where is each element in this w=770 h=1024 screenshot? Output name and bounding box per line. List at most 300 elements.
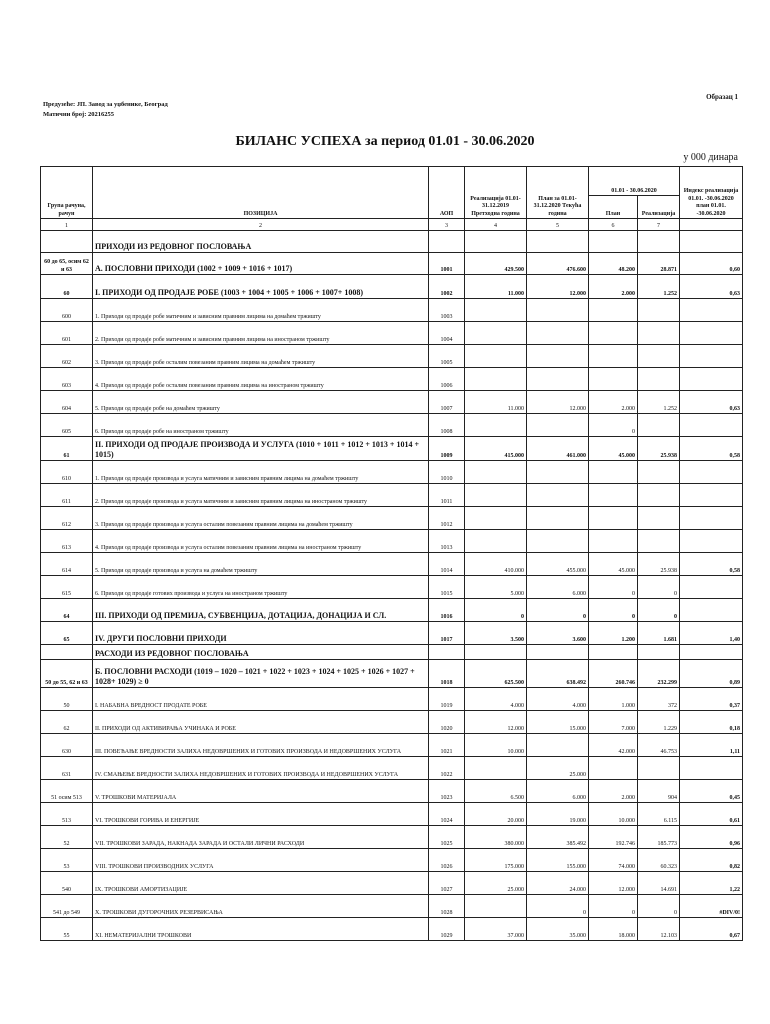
period-realization-cell: 1.252 (638, 391, 680, 414)
plan-year-cell (527, 299, 589, 322)
position-cell: 2. Приходи од продаје производа и услуга матичним и зависним правним лицима на иностраном тржишту (93, 484, 429, 507)
period-plan-cell: 0 (589, 414, 638, 437)
index-cell (680, 461, 743, 484)
plan-year-cell: 6.000 (527, 576, 589, 599)
period-realization-cell: 232.299 (638, 660, 680, 688)
period-realization-cell: 46.753 (638, 734, 680, 757)
position-cell: VII. ТРОШКОВИ ЗАРАДА, НАКНАДА ЗАРАДА И ОСТАЛИ ЛИЧНИ РАСХОДИ (93, 826, 429, 849)
table-row (41, 688, 743, 711)
plan-year-cell (527, 461, 589, 484)
prev-realization-cell (465, 461, 527, 484)
position-cell: I. НАБАВНА ВРЕДНОСТ ПРОДАТЕ РОБЕ (93, 688, 429, 711)
prev-realization-cell (465, 299, 527, 322)
prev-realization-cell: 429.500 (465, 253, 527, 275)
account-group-cell: 541 до 549 (41, 895, 93, 918)
account-group-cell: 601 (41, 322, 93, 345)
period-plan-cell (589, 507, 638, 530)
table-body (41, 231, 743, 941)
period-plan-cell: 18.000 (589, 918, 638, 941)
report-title: БИЛАНС УСПЕХА за период 01.01 - 30.06.2020 (235, 134, 535, 149)
position-cell: II. ПРИХОДИ ОД АКТИВИРАЊА УЧИНАКА И РОБЕ (93, 711, 429, 734)
prev-realization-cell: 625.500 (465, 660, 527, 688)
aop-cell: 1029 (429, 918, 465, 941)
prev-realization-cell: 10.000 (465, 734, 527, 757)
index-cell: 0,63 (680, 275, 743, 299)
table-row (41, 322, 743, 345)
table-row (41, 484, 743, 507)
plan-year-cell (527, 507, 589, 530)
plan-year-cell: 15.000 (527, 711, 589, 734)
index-cell: 1,22 (680, 872, 743, 895)
period-plan-cell (589, 231, 638, 253)
plan-year-cell: 155.000 (527, 849, 589, 872)
account-group-cell: 605 (41, 414, 93, 437)
table-row (41, 461, 743, 484)
period-realization-cell: 28.871 (638, 253, 680, 275)
period-plan-cell: 45.000 (589, 553, 638, 576)
aop-cell: 1027 (429, 872, 465, 895)
plan-year-cell (527, 231, 589, 253)
aop-cell: 1012 (429, 507, 465, 530)
plan-year-cell (527, 484, 589, 507)
account-group-cell: 53 (41, 849, 93, 872)
period-realization-cell: 25.938 (638, 553, 680, 576)
position-cell: 2. Приходи од продаје робе матичним и зависним правним лицима на иностраном тржишту (93, 322, 429, 345)
aop-cell: 1001 (429, 253, 465, 275)
aop-cell: 1028 (429, 895, 465, 918)
prev-realization-cell (465, 231, 527, 253)
index-cell: 0,61 (680, 803, 743, 826)
header-position: ПОЗИЦИЈА (93, 167, 429, 219)
table-row (41, 368, 743, 391)
period-plan-cell: 1.000 (589, 688, 638, 711)
period-plan-cell (589, 530, 638, 553)
prev-realization-cell: 20.000 (465, 803, 527, 826)
table-row (41, 780, 743, 803)
account-group-cell: 61 (41, 437, 93, 461)
header-plan: План (589, 196, 638, 219)
prev-realization-cell (465, 895, 527, 918)
position-cell: VI. ТРОШКОВИ ГОРИВА И ЕНЕРГИЈЕ (93, 803, 429, 826)
aop-cell: 1006 (429, 368, 465, 391)
index-cell (680, 599, 743, 622)
index-cell (680, 757, 743, 780)
table-row (41, 345, 743, 368)
table-row (41, 576, 743, 599)
aop-cell: 1014 (429, 553, 465, 576)
account-group-cell: 630 (41, 734, 93, 757)
position-cell: IV. ДРУГИ ПОСЛОВНИ ПРИХОДИ (93, 622, 429, 645)
position-cell: РАСХОДИ ИЗ РЕДОВНОГ ПОСЛОВАЊА (93, 645, 429, 660)
position-cell: II. ПРИХОДИ ОД ПРОДАЈЕ ПРОИЗВОДА И УСЛУГА (1010 + 1011 + 1012 + 1013 + 1014 + 1015) (93, 437, 429, 461)
prev-realization-cell: 5.000 (465, 576, 527, 599)
position-cell: IX. ТРОШКОВИ АМОРТИЗАЦИЈЕ (93, 872, 429, 895)
table-row (41, 803, 743, 826)
table-row (41, 599, 743, 622)
aop-cell: 1002 (429, 275, 465, 299)
position-cell: 3. Приходи од продаје производа и услуга осталим повезаним правним лицима на домаћем тржишту (93, 507, 429, 530)
account-group-cell: 65 (41, 622, 93, 645)
period-plan-cell (589, 484, 638, 507)
plan-year-cell: 461.000 (527, 437, 589, 461)
plan-year-cell: 6.000 (527, 780, 589, 803)
col-number: 4 (465, 219, 527, 231)
table-row (41, 231, 743, 253)
plan-year-cell: 638.492 (527, 660, 589, 688)
plan-year-cell (527, 734, 589, 757)
plan-year-cell: 476.600 (527, 253, 589, 275)
period-realization-cell (638, 299, 680, 322)
position-cell: IV. СМАЊЕЊЕ ВРЕДНОСТИ ЗАЛИХА НЕДОВРШЕНИХ И ГОТОВИХ ПРОИЗВОДА И НЕДОВРШЕНИХ УСЛУГА (93, 757, 429, 780)
prev-realization-cell: 410.000 (465, 553, 527, 576)
index-cell (680, 299, 743, 322)
period-plan-cell: 2.000 (589, 391, 638, 414)
account-group-cell: 62 (41, 711, 93, 734)
period-realization-cell: 0 (638, 599, 680, 622)
index-cell (680, 231, 743, 253)
period-plan-cell (589, 368, 638, 391)
aop-cell: 1026 (429, 849, 465, 872)
col-number: 6 (589, 219, 638, 231)
account-group-cell: 60 до 65, осим 62 и 63 (41, 253, 93, 275)
position-cell: 6. Приходи од продаје робе на иностраном тржишту (93, 414, 429, 437)
aop-cell: 1023 (429, 780, 465, 803)
period-plan-cell: 7.000 (589, 711, 638, 734)
header-period: 01.01 - 30.06.2020 (589, 167, 680, 196)
account-group-cell: 603 (41, 368, 93, 391)
period-plan-cell: 260.746 (589, 660, 638, 688)
index-cell: 0,89 (680, 660, 743, 688)
period-plan-cell: 2.000 (589, 780, 638, 803)
plan-year-cell: 12.000 (527, 391, 589, 414)
aop-cell: 1016 (429, 599, 465, 622)
index-cell: 0,96 (680, 826, 743, 849)
company-line: Предузеће: ЈП. Завод за уџбенике, Београд (43, 101, 168, 108)
position-cell: 5. Приходи од продаје робе на домаћем тржишту (93, 391, 429, 414)
position-cell: V. ТРОШКОВИ МАТЕРИЈАЛА (93, 780, 429, 803)
table-row (41, 757, 743, 780)
col-number: 1 (41, 219, 93, 231)
position-cell: XI. НЕМАТЕРИЈАЛНИ ТРОШКОВИ (93, 918, 429, 941)
account-group-cell: 614 (41, 553, 93, 576)
index-cell: 1,40 (680, 622, 743, 645)
period-plan-cell (589, 757, 638, 780)
plan-year-cell (527, 645, 589, 660)
account-group-cell: 602 (41, 345, 93, 368)
period-realization-cell (638, 322, 680, 345)
index-cell (680, 576, 743, 599)
index-cell: 0,67 (680, 918, 743, 941)
table-row (41, 299, 743, 322)
aop-cell: 1020 (429, 711, 465, 734)
col-number: 3 (429, 219, 465, 231)
period-plan-cell: 0 (589, 895, 638, 918)
period-realization-cell (638, 645, 680, 660)
id-number-line: Матични број: 20216255 (43, 111, 115, 118)
plan-year-cell: 385.492 (527, 826, 589, 849)
aop-cell: 1015 (429, 576, 465, 599)
prev-realization-cell: 6.500 (465, 780, 527, 803)
index-cell (680, 414, 743, 437)
account-group-cell: 52 (41, 826, 93, 849)
position-cell: 6. Приходи од продаје готових производа и услуга на иностраном тржишту (93, 576, 429, 599)
period-realization-cell: 6.115 (638, 803, 680, 826)
prev-realization-cell (465, 530, 527, 553)
position-cell: А. ПОСЛОВНИ ПРИХОДИ (1002 + 1009 + 1016 + 1017) (93, 253, 429, 275)
table-row (41, 622, 743, 645)
plan-year-cell (527, 414, 589, 437)
period-realization-cell: 25.938 (638, 437, 680, 461)
period-plan-cell: 48.200 (589, 253, 638, 275)
plan-year-cell: 35.000 (527, 918, 589, 941)
plan-year-cell: 455.000 (527, 553, 589, 576)
plan-year-cell (527, 368, 589, 391)
index-cell (680, 345, 743, 368)
table-row (41, 275, 743, 299)
aop-cell: 1003 (429, 299, 465, 322)
period-plan-cell (589, 645, 638, 660)
prev-realization-cell: 415.000 (465, 437, 527, 461)
index-cell (680, 530, 743, 553)
prev-realization-cell (465, 484, 527, 507)
aop-cell: 1008 (429, 414, 465, 437)
index-cell: #DIV/0! (680, 895, 743, 918)
table-row (41, 391, 743, 414)
position-cell: 1. Приходи од продаје производа и услуга матичним и зависним правним лицима на домаћем тржишту (93, 461, 429, 484)
plan-year-cell: 0 (527, 599, 589, 622)
account-group-cell: 60 (41, 275, 93, 299)
period-realization-cell: 12.103 (638, 918, 680, 941)
table-row (41, 507, 743, 530)
period-realization-cell (638, 368, 680, 391)
header-prev-realization: Реализација 01.01-31.12.2019 Претходна година (465, 167, 527, 219)
table-row (41, 414, 743, 437)
aop-cell: 1019 (429, 688, 465, 711)
position-cell: VIII. ТРОШКОВИ ПРОИЗВОДНИХ УСЛУГА (93, 849, 429, 872)
account-group-cell: 55 (41, 918, 93, 941)
prev-realization-cell: 12.000 (465, 711, 527, 734)
period-realization-cell (638, 507, 680, 530)
period-realization-cell (638, 530, 680, 553)
prev-realization-cell (465, 645, 527, 660)
position-cell: III. ПРИХОДИ ОД ПРЕМИЈА, СУБВЕНЦИЈА, ДОТАЦИЈА, ДОНАЦИЈА И СЛ. (93, 599, 429, 622)
table-row (41, 711, 743, 734)
index-cell: 0,45 (680, 780, 743, 803)
prev-realization-cell: 3.500 (465, 622, 527, 645)
account-group-cell: 51 осим 513 (41, 780, 93, 803)
account-group-cell: 64 (41, 599, 93, 622)
aop-cell: 1025 (429, 826, 465, 849)
prev-realization-cell: 4.000 (465, 688, 527, 711)
period-realization-cell (638, 757, 680, 780)
position-cell: ПРИХОДИ ИЗ РЕДОВНОГ ПОСЛОВАЊА (93, 231, 429, 253)
account-group-cell: 631 (41, 757, 93, 780)
aop-cell: 1018 (429, 660, 465, 688)
period-plan-cell: 42.000 (589, 734, 638, 757)
period-realization-cell: 60.323 (638, 849, 680, 872)
index-cell (680, 507, 743, 530)
header-plan-year: План за 01.01-31.12.2020 Текућа година (527, 167, 589, 219)
plan-year-cell: 0 (527, 895, 589, 918)
account-group-cell (41, 645, 93, 660)
table-row (41, 918, 743, 941)
period-realization-cell (638, 345, 680, 368)
aop-cell (429, 231, 465, 253)
period-plan-cell: 45.000 (589, 437, 638, 461)
plan-year-cell (527, 345, 589, 368)
table-row (41, 826, 743, 849)
prev-realization-cell: 11.000 (465, 391, 527, 414)
period-plan-cell: 0 (589, 576, 638, 599)
position-cell: 4. Приходи од продаје производа и услуга осталим повезаним правним лицима на иностраном тржишту (93, 530, 429, 553)
period-plan-cell (589, 461, 638, 484)
header-index: Индекс реализација 01.01. -30.06.2020 план 01.01. -30.06.2020 (680, 167, 743, 219)
prev-realization-cell: 380.000 (465, 826, 527, 849)
period-plan-cell: 12.000 (589, 872, 638, 895)
aop-cell: 1024 (429, 803, 465, 826)
period-plan-cell: 0 (589, 599, 638, 622)
aop-cell: 1021 (429, 734, 465, 757)
plan-year-cell (527, 530, 589, 553)
period-plan-cell: 192.746 (589, 826, 638, 849)
col-number: 5 (527, 219, 589, 231)
table-row (41, 872, 743, 895)
period-realization-cell: 14.691 (638, 872, 680, 895)
table-row (41, 645, 743, 660)
plan-year-cell: 24.000 (527, 872, 589, 895)
aop-cell: 1011 (429, 484, 465, 507)
period-realization-cell: 904 (638, 780, 680, 803)
index-cell: 1,11 (680, 734, 743, 757)
index-cell: 0,63 (680, 391, 743, 414)
plan-year-cell: 4.000 (527, 688, 589, 711)
table-row (41, 660, 743, 688)
position-cell: 3. Приходи од продаје робе осталим повезаним правним лицима на домаћем тржишту (93, 345, 429, 368)
aop-cell: 1005 (429, 345, 465, 368)
plan-year-cell: 12.000 (527, 275, 589, 299)
prev-realization-cell (465, 414, 527, 437)
prev-realization-cell: 37.000 (465, 918, 527, 941)
account-group-cell: 613 (41, 530, 93, 553)
position-cell: III. ПОВЕЋАЊЕ ВРЕДНОСТИ ЗАЛИХА НЕДОВРШЕНИХ И ГОТОВИХ ПРОИЗВОДА И НЕДОВРШЕНИХ УСЛУГА (93, 734, 429, 757)
form-label: Образац 1 (706, 93, 738, 101)
col-number: 7 (638, 219, 680, 231)
index-cell: 0,60 (680, 253, 743, 275)
col-number (680, 219, 743, 231)
prev-realization-cell: 175.000 (465, 849, 527, 872)
aop-cell (429, 645, 465, 660)
col-number: 2 (93, 219, 429, 231)
period-realization-cell: 1.252 (638, 275, 680, 299)
income-statement-table (40, 166, 743, 941)
account-group-cell: 600 (41, 299, 93, 322)
position-cell: X. ТРОШКОВИ ДУГОРОЧНИХ РЕЗЕРВИСАЊА (93, 895, 429, 918)
position-cell: I. ПРИХОДИ ОД ПРОДАЈЕ РОБЕ (1003 + 1004 + 1005 + 1006 + 1007+ 1008) (93, 275, 429, 299)
period-realization-cell: 185.773 (638, 826, 680, 849)
index-cell (680, 645, 743, 660)
account-group-cell: 50 (41, 688, 93, 711)
period-plan-cell: 2.000 (589, 275, 638, 299)
plan-year-cell (527, 322, 589, 345)
period-realization-cell (638, 461, 680, 484)
position-cell: 1. Приходи од продаје робе матичним и зависним правним лицима на домаћем тржишту (93, 299, 429, 322)
period-plan-cell (589, 299, 638, 322)
prev-realization-cell (465, 368, 527, 391)
table-row (41, 553, 743, 576)
aop-cell: 1022 (429, 757, 465, 780)
position-cell: 4. Приходи од продаје робе осталим повезаним правним лицима на иностраном тржишту (93, 368, 429, 391)
position-cell: 5. Приходи од продаје производа и услуга на домаћем тржишту (93, 553, 429, 576)
table-row (41, 849, 743, 872)
index-cell: 0,37 (680, 688, 743, 711)
prev-realization-cell: 0 (465, 599, 527, 622)
period-realization-cell (638, 414, 680, 437)
aop-cell: 1007 (429, 391, 465, 414)
unit-label: у 000 динара (683, 152, 738, 163)
aop-cell: 1010 (429, 461, 465, 484)
account-group-cell: 610 (41, 461, 93, 484)
header-group: Група рачуна, рачун (41, 167, 93, 219)
plan-year-cell: 19.000 (527, 803, 589, 826)
index-cell: 0,18 (680, 711, 743, 734)
period-realization-cell (638, 231, 680, 253)
aop-cell: 1017 (429, 622, 465, 645)
prev-realization-cell (465, 345, 527, 368)
index-cell (680, 322, 743, 345)
account-group-cell: 540 (41, 872, 93, 895)
period-realization-cell: 1.229 (638, 711, 680, 734)
aop-cell: 1004 (429, 322, 465, 345)
header-realization: Реализација (638, 196, 680, 219)
aop-cell: 1013 (429, 530, 465, 553)
period-plan-cell: 10.000 (589, 803, 638, 826)
period-realization-cell: 0 (638, 895, 680, 918)
period-realization-cell: 0 (638, 576, 680, 599)
period-realization-cell (638, 484, 680, 507)
index-cell: 0,58 (680, 437, 743, 461)
index-cell (680, 368, 743, 391)
table-row (41, 253, 743, 275)
account-group-cell: 604 (41, 391, 93, 414)
table-row (41, 530, 743, 553)
account-group-cell: 611 (41, 484, 93, 507)
account-group-cell: 615 (41, 576, 93, 599)
prev-realization-cell (465, 757, 527, 780)
plan-year-cell: 25.000 (527, 757, 589, 780)
period-realization-cell: 1.681 (638, 622, 680, 645)
index-cell: 0,58 (680, 553, 743, 576)
period-plan-cell (589, 345, 638, 368)
aop-cell: 1009 (429, 437, 465, 461)
index-cell (680, 484, 743, 507)
table-row (41, 437, 743, 461)
prev-realization-cell: 25.000 (465, 872, 527, 895)
account-group-cell: 513 (41, 803, 93, 826)
account-group-cell: 612 (41, 507, 93, 530)
prev-realization-cell: 11.000 (465, 275, 527, 299)
account-group-cell: 50 до 55, 62 и 63 (41, 660, 93, 688)
prev-realization-cell (465, 322, 527, 345)
table-row (41, 734, 743, 757)
index-cell: 0,82 (680, 849, 743, 872)
position-cell: Б. ПОСЛОВНИ РАСХОДИ (1019 – 1020 – 1021 + 1022 + 1023 + 1024 + 1025 + 1026 + 1027 + 1028+ 1029) ≥ 0 (93, 660, 429, 688)
period-plan-cell: 74.000 (589, 849, 638, 872)
header-aop: АОП (429, 167, 465, 219)
table-row (41, 895, 743, 918)
period-plan-cell (589, 322, 638, 345)
account-group-cell (41, 231, 93, 253)
period-realization-cell: 372 (638, 688, 680, 711)
